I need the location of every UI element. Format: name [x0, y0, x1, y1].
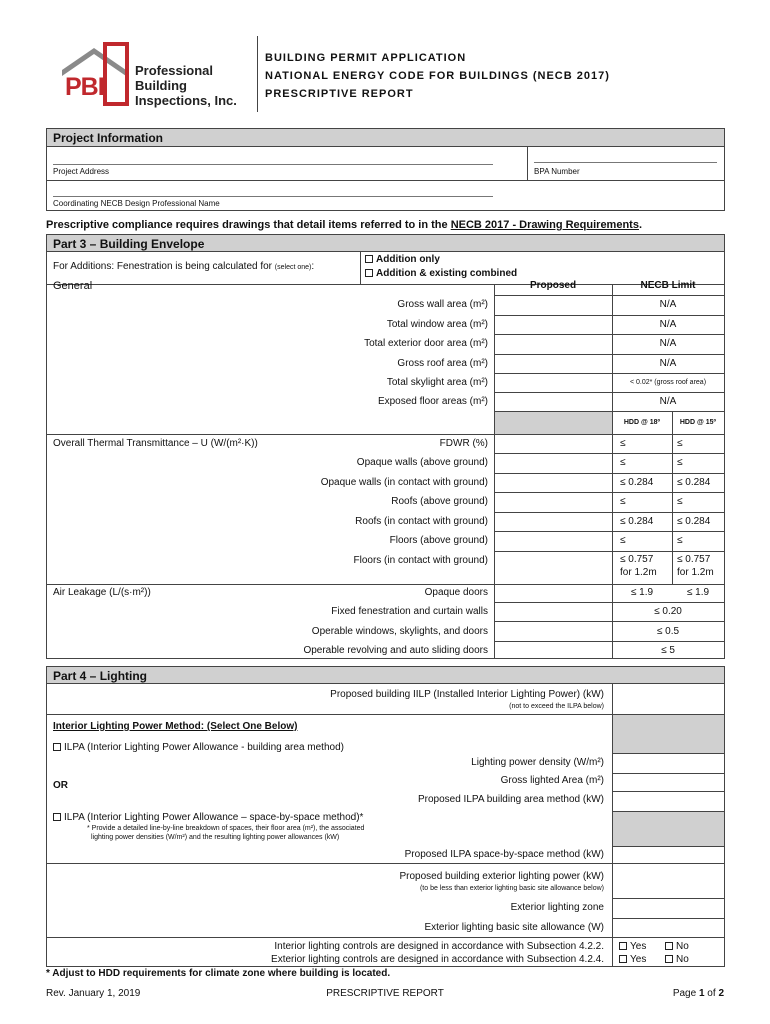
addition-only-option[interactable]: Addition only [365, 254, 440, 265]
ilpa-building-checkbox[interactable] [53, 743, 61, 751]
fixed-fenestration-label: Fixed fenestration and curtain walls [331, 606, 488, 617]
logo-line2: Building [135, 78, 187, 93]
door-area-label: Total exterior door area (m²) [364, 338, 488, 349]
method-label: Interior Lighting Power Method: (Select One Below) [53, 721, 298, 732]
roofs-above-15: ≤ [677, 496, 683, 507]
exterior-no-option[interactable]: No [665, 954, 689, 965]
fdwr-label: FDWR (%) [439, 438, 488, 449]
footer-page: Page 1 of 2 [672, 988, 724, 999]
project-address-field[interactable] [53, 164, 493, 165]
ilpa-note-2: lighting power densities (W/m²) and the resulting lighting power allowances (kW) [91, 834, 340, 841]
roofs-ground-label: Roofs (in contact with ground) [355, 516, 488, 527]
part3-section [46, 234, 725, 659]
door-area-limit: N/A [659, 338, 677, 349]
interior-no-checkbox[interactable] [665, 942, 673, 950]
roofs-above-18: ≤ [620, 496, 626, 507]
part3-header: Part 3 – Building Envelope [47, 235, 724, 252]
floors-above-label: Floors (above ground) [389, 535, 488, 546]
addition-existing-option[interactable]: Addition & existing combined [365, 268, 517, 279]
bpa-number-label: BPA Number [534, 167, 580, 176]
ext-power-note: (to be less than exterior lighting basic site allowance below) [419, 885, 604, 892]
ilpa-space-checkbox[interactable] [53, 813, 61, 821]
ext-zone-label: Exterior lighting zone [510, 902, 604, 913]
drawing-requirements-link[interactable]: NECB 2017 - Drawing Requirements [450, 219, 639, 231]
roofs-ground-15: ≤ 0.284 [677, 516, 711, 527]
opaque-walls-ground-18: ≤ 0.284 [620, 477, 654, 488]
title-line2: NATIONAL ENERGY CODE FOR BUILDINGS (NECB 2017) [265, 70, 610, 82]
or-label: OR [53, 780, 68, 791]
addition-only-checkbox[interactable] [365, 255, 373, 263]
fdwr-limit-15: ≤ [677, 438, 683, 449]
floors-ground-18-a: ≤ 0.757 [620, 554, 654, 565]
logo-abbr: PBI [65, 73, 104, 101]
opaque-doors-18: ≤ 1.9 [630, 587, 654, 598]
floors-ground-15-b: for 1.2m [677, 567, 714, 578]
roof-area-label: Gross roof area (m²) [397, 358, 488, 369]
project-address-label: Project Address [53, 167, 110, 176]
floors-above-15: ≤ [677, 535, 683, 546]
interior-controls-label: Interior lighting controls are designed in accordance with Subsection 4.2.2. [274, 941, 604, 952]
company-logo [60, 42, 250, 114]
floor-area-label: Exposed floor areas (m²) [377, 396, 488, 407]
skylight-area-limit: < 0.02* (gross roof area) [629, 379, 707, 386]
hdd15-header: HDD @ 15º [679, 419, 717, 426]
part4-section [46, 666, 725, 967]
window-area-label: Total window area (m²) [386, 319, 488, 330]
floors-above-18: ≤ [620, 535, 626, 546]
title-line3: PRESCRIPTIVE REPORT [265, 88, 414, 100]
window-area-limit: N/A [659, 319, 677, 330]
addition-existing-checkbox[interactable] [365, 269, 373, 277]
skylight-area-label: Total skylight area (m²) [386, 377, 488, 388]
general-label: General [53, 280, 93, 292]
col-limit: NECB Limit [640, 280, 696, 291]
footer-title: PRESCRIPTIVE REPORT [326, 988, 444, 999]
col-proposed: Proposed [529, 280, 577, 291]
opaque-doors-15: ≤ 1.9 [686, 587, 710, 598]
ext-power-label: Proposed building exterior lighting power (kW) [399, 871, 604, 882]
floors-ground-18-b: for 1.2m [620, 567, 657, 578]
otu-label: Overall Thermal Transmittance – U (W/(m²·K)) [53, 438, 258, 449]
iilp-label: Proposed building IILP (Installed Interior Lighting Power) (kW) [330, 689, 604, 700]
footnote: * Adjust to HDD requirements for climate zone where building is located. [46, 968, 391, 979]
header-divider [257, 36, 258, 112]
roofs-ground-18: ≤ 0.284 [620, 516, 654, 527]
lpd-label: Lighting power density (W/m²) [471, 757, 604, 768]
ilpa-space-label: Proposed ILPA space-by-space method (kW) [404, 849, 604, 860]
hdd-gray-cell [495, 412, 612, 434]
ilpa-area-label: Proposed ILPA building area method (kW) [417, 794, 604, 805]
revolving-doors-limit: ≤ 5 [661, 645, 675, 656]
air-leakage-label: Air Leakage (L/(s·m²)) [53, 587, 151, 598]
roofs-above-label: Roofs (above ground) [391, 496, 488, 507]
floor-area-limit: N/A [659, 396, 677, 407]
fixed-fenestration-limit: ≤ 0.20 [654, 606, 682, 617]
logo-line3: Inspections, Inc. [135, 93, 237, 108]
title-line1: BUILDING PERMIT APPLICATION [265, 52, 467, 64]
revolving-doors-label: Operable revolving and auto sliding doors [303, 645, 488, 656]
roof-area-limit: N/A [659, 358, 677, 369]
floors-ground-15-a: ≤ 0.757 [677, 554, 711, 565]
floors-ground-label: Floors (in contact with ground) [353, 555, 488, 566]
logo-line1: Professional [135, 63, 214, 78]
gla-label: Gross lighted Area (m²) [500, 775, 604, 786]
iilp-note: (not to exceed the ILPA below) [509, 703, 604, 710]
fdwr-limit-18: ≤ [620, 438, 626, 449]
designer-name-field[interactable] [53, 196, 493, 197]
exterior-yes-checkbox[interactable] [619, 955, 627, 963]
opaque-walls-ground-15: ≤ 0.284 [677, 477, 711, 488]
project-info-section [46, 128, 725, 211]
method-gray-cell [613, 715, 724, 753]
intro-text: Prescriptive compliance requires drawings that detail items referred to in the NECB 2017 - Drawing Requirements. [46, 219, 643, 231]
ilpa-building-option[interactable]: ILPA (Interior Lighting Power Allowance - building area method) [53, 742, 344, 753]
opaque-doors-label: Opaque doors [424, 587, 488, 598]
opaque-walls-above-15: ≤ [677, 457, 683, 468]
bpa-number-field[interactable] [534, 162, 717, 163]
interior-yes-checkbox[interactable] [619, 942, 627, 950]
ilpa-space-option[interactable]: ILPA (Interior Lighting Power Allowance – space-by-space method)* [53, 812, 363, 823]
gross-wall-label: Gross wall area (m²) [397, 299, 488, 310]
opaque-walls-above-18: ≤ [620, 457, 626, 468]
interior-no-option[interactable]: No [665, 941, 689, 952]
exterior-yes-option[interactable]: Yes [619, 954, 646, 965]
project-info-header: Project Information [47, 129, 724, 147]
ilpa-note-1: * Provide a detailed line-by-line breakdown of spaces, their floor area (m²), the associated [87, 825, 365, 832]
additions-label: For Additions: Fenestration is being calculated for (select one): [53, 261, 315, 272]
footer-rev: Rev. January 1, 2019 [46, 988, 141, 999]
interior-yes-option[interactable]: Yes [619, 941, 646, 952]
part4-header: Part 4 – Lighting [47, 667, 724, 684]
operable-windows-limit: ≤ 0.5 [656, 626, 680, 637]
exterior-controls-label: Exterior lighting controls are designed in accordance with Subsection 4.2.4. [271, 954, 604, 965]
ext-allowance-label: Exterior lighting basic site allowance (W) [424, 922, 604, 933]
opaque-walls-above-label: Opaque walls (above ground) [356, 457, 488, 468]
space-method-gray-cell [613, 812, 724, 846]
designer-name-label: Coordinating NECB Design Professional Name [53, 199, 220, 208]
gross-wall-limit: N/A [659, 299, 677, 310]
exterior-no-checkbox[interactable] [665, 955, 673, 963]
operable-windows-label: Operable windows, skylights, and doors [311, 626, 488, 637]
opaque-walls-ground-label: Opaque walls (in contact with ground) [320, 477, 488, 488]
hdd18-header: HDD @ 18º [623, 419, 661, 426]
